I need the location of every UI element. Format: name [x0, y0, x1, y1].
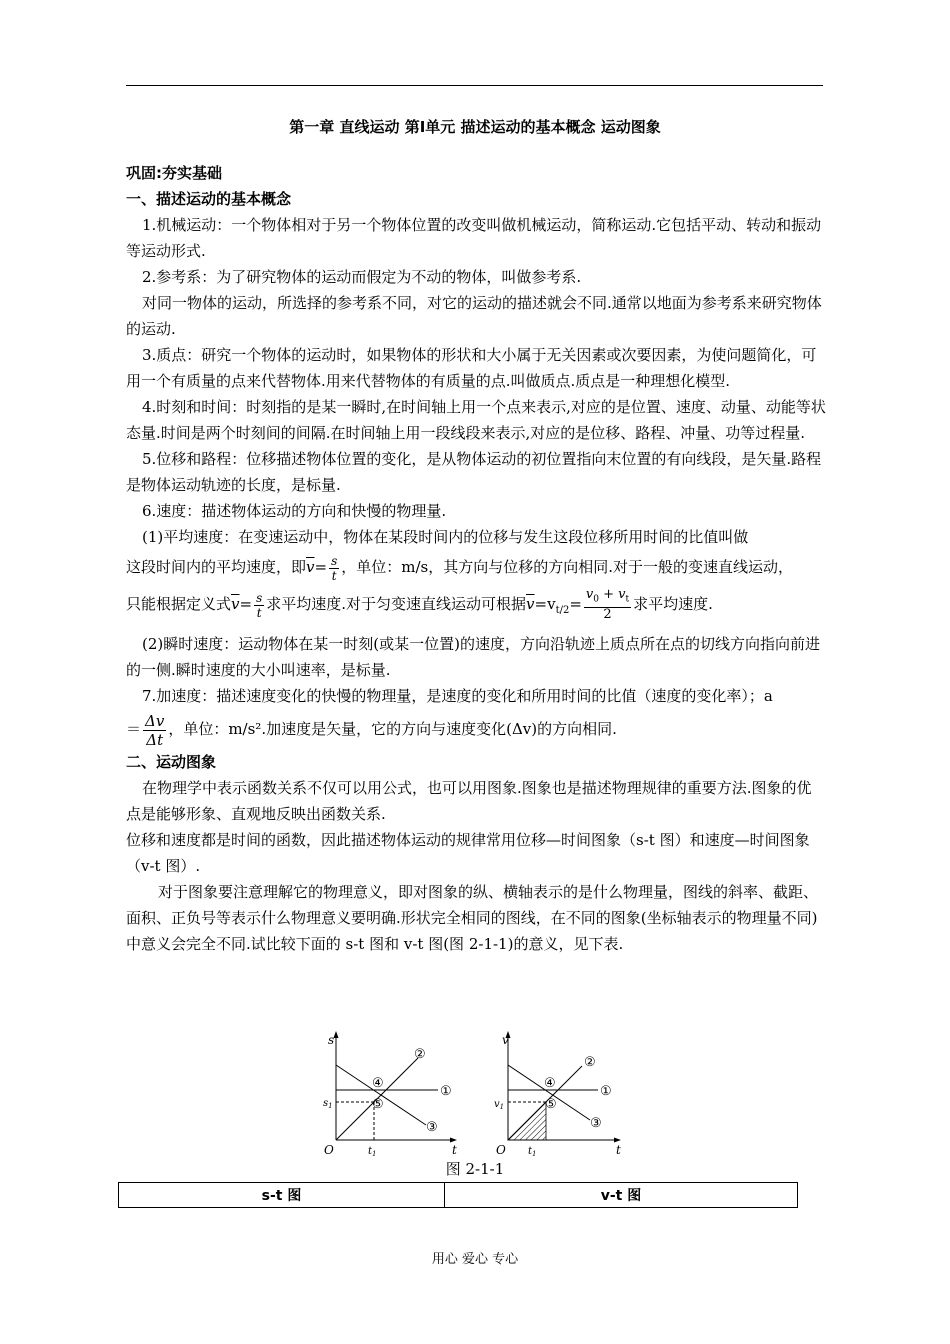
paragraph-average-velocity-formula	[126, 550, 826, 584]
table-header-vt: v-t 图	[445, 1183, 798, 1208]
st-s1-sub: 1	[328, 1102, 333, 1110]
formula-eq: =	[239, 595, 253, 613]
fraction-denominator: t	[331, 568, 337, 583]
formula-eq: =	[314, 558, 328, 576]
st-label-4: ④	[372, 1076, 384, 1091]
formula-v0-sub: 0	[593, 594, 599, 605]
formula-vt2: =v	[534, 595, 556, 613]
figure-caption: 图 2-1-1	[445, 1160, 505, 1178]
formula-plus: +	[603, 587, 615, 603]
st-origin-label: O	[324, 1143, 334, 1157]
figure-st-vt-graphs	[318, 1028, 648, 1158]
vt-label-4: ④	[544, 1076, 556, 1091]
formula-vbar: $\overline{v}$	[306, 558, 315, 576]
fraction-numerator: Δv	[145, 711, 165, 730]
text-segment: 只能根据定义式	[126, 595, 232, 613]
st-x-label: t	[452, 1143, 457, 1157]
fraction-numerator: s	[331, 553, 338, 568]
fraction-denominator: 2	[603, 606, 612, 622]
st-y-arrow	[334, 1031, 339, 1038]
st-s1-label	[323, 1098, 333, 1110]
paragraph-acceleration: 7.加速度：描述速度变化的快慢的物理量，是速度的变化和所用时间的比值（速度的变化率）；a	[142, 687, 773, 705]
section-heading-consolidate: 巩固:夯实基础	[126, 164, 222, 182]
paragraph-reference-frame: 2.参考系：为了研究物体的运动而假定为不动的物体，叫做参考系.	[142, 268, 582, 286]
st-label-3: ③	[426, 1120, 438, 1135]
paragraph-reference-frame-note: 对同一物体的运动，所选择的参考系不同，对它的运动的描述就会不同.通常以地面为参考系来研究物体的运动.	[126, 294, 822, 338]
formula-fraction-s-t	[254, 591, 264, 620]
vt-y-label: v	[502, 1033, 509, 1047]
paragraph-velocity: 6.速度：描述物体运动的方向和快慢的物理量.	[142, 502, 447, 520]
formula-vbar: $\overline{v}$	[526, 595, 535, 613]
formula-vbar: $\overline{v}$	[231, 595, 240, 613]
vt-label-2: ②	[584, 1055, 596, 1070]
vt-graph	[494, 1031, 621, 1158]
text-segment: ，单位：m/s，其方向与位移的方向相同.对于一般的变速直线运动，	[341, 558, 793, 576]
paragraph-average-velocity: (1)平均速度：在变速运动中，物体在某段时间内的位移与发生这段位移所用时间的比值叫做	[142, 528, 749, 546]
text-segment: 求平均速度.	[633, 595, 713, 613]
body-text	[126, 160, 826, 957]
section-heading-graphs: 二、运动图象	[126, 753, 217, 771]
vt-label-5: ⑤	[545, 1097, 557, 1112]
paragraph-graph-intro: 在物理学中表示函数关系不仅可以用公式，也可以用图象.图象也是描述物理规律的重要方法.图象的优点是能够形象、直观地反映出函数关系.	[126, 779, 812, 823]
formula-vt: v	[618, 587, 626, 603]
st-label-1: ①	[440, 1084, 452, 1099]
section-heading-concepts: 一、描述运动的基本概念	[126, 190, 292, 208]
page-footer: 用心 爱心 专心	[431, 1252, 519, 1267]
paragraph-graph-meaning: 对于图象要注意理解它的物理意义，即对图象的纵、横轴表示的是什么物理量，图线的斜率、截距、面积、正负号等表示什么物理意义要明确.形状完全相同的图线，在不同的图象(坐标轴表示的物理量不同)中意义会完全不同.试比较下面的 s-t 图和 v-t 图(图 2-1-1)的意义，见下表.	[126, 883, 819, 953]
fraction-denominator: t	[256, 605, 262, 620]
formula-vt2-sub: t/2	[555, 605, 570, 616]
text-segment: 这段时间内的平均速度，即	[126, 558, 307, 576]
formula-fraction-mean	[584, 588, 631, 622]
st-y-label: s	[328, 1033, 335, 1047]
vt-x-label: t	[616, 1143, 621, 1157]
st-t1-sub: 1	[372, 1150, 377, 1158]
paragraph-average-velocity-methods	[126, 584, 826, 631]
vt-v1-letter: v	[494, 1099, 500, 1110]
fraction-denominator: Δt	[146, 730, 164, 749]
formula-v0: v	[585, 587, 594, 603]
st-line-3	[336, 1065, 426, 1125]
fraction-numerator: s	[256, 590, 263, 605]
vt-t1-letter: t	[528, 1146, 533, 1157]
st-label-2: ②	[414, 1047, 426, 1062]
formula-vt-sub: t	[625, 594, 630, 605]
vt-x-arrow	[614, 1138, 621, 1143]
formula-fraction-s-t	[329, 554, 339, 583]
text-segment: 求平均速度.对于匀变速直线运动可根据	[266, 595, 527, 613]
page-title: 第一章 直线运动 第Ⅰ单元 描述运动的基本概念 运动图象	[289, 118, 661, 136]
paragraph-instant-velocity: (2)瞬时速度：运动物体在某一时刻(或某一位置)的速度，方向沿轨迹上质点所在点的切线方向指向前进的一侧.瞬时速度的大小叫速率，是标量.	[126, 635, 820, 679]
formula-fraction-dv-dt	[143, 712, 166, 749]
comparison-table	[118, 1182, 798, 1208]
formula-eq: =	[569, 595, 582, 613]
st-s1-letter: s	[323, 1098, 329, 1109]
paragraph-time: 4.时刻和时间：时刻指的是某一瞬时,在时间轴上用一个点来表示,对应的是位置、速度、动量、动能等状态量.时间是两个时刻间的间隔.在时间轴上用一段线段来表示,对应的是位移、路程、冲量、功等过程量.	[126, 398, 826, 442]
paragraph-mechanical-motion: 1.机械运动：一个物体相对于另一个物体位置的改变叫做机械运动，简称运动.它包括平动、转动和振动等运动形式.	[126, 216, 822, 260]
vt-origin-label: O	[496, 1143, 506, 1157]
table-header-row	[119, 1183, 798, 1208]
vt-t1-label	[528, 1146, 537, 1158]
st-label-5: ⑤	[372, 1097, 384, 1112]
paragraph-displacement: 5.位移和路程：位移描述物体位置的变化，是从物体运动的初位置指向末位置的有向线段，是矢量.路程是物体运动轨迹的长度，是标量.	[126, 450, 822, 494]
table-header-st: s-t 图	[119, 1183, 445, 1208]
formula-a-eq: ＝	[126, 720, 142, 738]
vt-t1-sub: 1	[532, 1150, 537, 1158]
vt-v1-label	[494, 1099, 504, 1111]
st-graph	[323, 1031, 457, 1158]
vt-v1-sub: 1	[499, 1103, 505, 1111]
st-t1-label	[368, 1146, 377, 1158]
paragraph-acceleration-formula	[126, 709, 826, 749]
vt-label-3: ③	[590, 1116, 602, 1131]
paragraph-graph-functions: 位移和速度都是时间的函数，因此描述物体运动的规律常用位移—时间图象（s-t 图）和速度—时间图象（v-t 图）.	[126, 831, 810, 875]
header-rule	[126, 85, 823, 86]
st-x-arrow	[450, 1138, 457, 1143]
paragraph-particle: 3.质点：研究一个物体的运动时，如果物体的形状和大小属于无关因素或次要因素，为使问题简化，可用一个有质量的点来代替物体.用来代替物体的有质量的点.叫做质点.质点是一种理想化模型.	[126, 346, 817, 390]
vt-label-1: ①	[600, 1084, 612, 1099]
text-segment: ，单位：m/s².加速度是矢量，它的方向与速度变化(Δv)的方向相同.	[168, 720, 617, 738]
fraction-numerator	[584, 588, 631, 608]
st-t1-letter: t	[368, 1146, 373, 1157]
